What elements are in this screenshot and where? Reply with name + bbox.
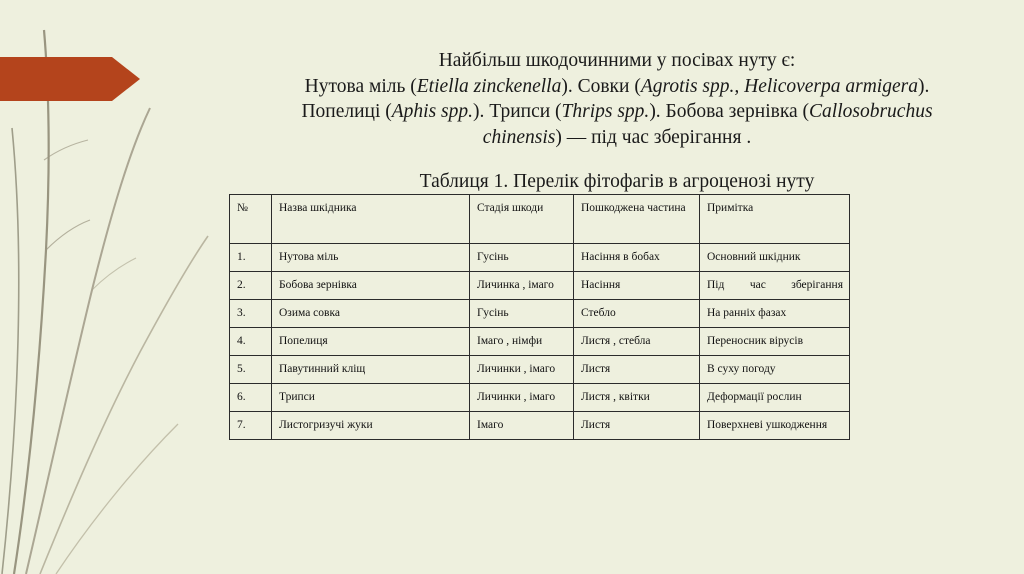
- cell-pest: Нутова міль: [272, 244, 470, 272]
- cell-note: Основний шкідник: [700, 244, 850, 272]
- cell-stage: Личинки , імаго: [470, 356, 574, 384]
- cell-note: Під час зберігання: [700, 272, 850, 300]
- cell-damaged-part: Насіння: [574, 272, 700, 300]
- intro-line-2: Нутова міль (Etiella zinckenella). Совки (Agrotis spp., Helicoverpa armigera).: [304, 75, 930, 97]
- column-header-note: Примітка: [700, 195, 850, 244]
- cell-damaged-part: Листя: [574, 356, 700, 384]
- cell-number: 6.: [230, 384, 272, 412]
- column-header-number: №: [230, 195, 272, 244]
- cell-note: Деформації рослин: [700, 384, 850, 412]
- table-row: [230, 244, 850, 272]
- table-header-row: [230, 195, 850, 244]
- cell-note: Переносник вірусів: [700, 328, 850, 356]
- column-header-pest: Назва шкідника: [272, 195, 470, 244]
- cell-number: 3.: [230, 300, 272, 328]
- cell-stage: Імаго , німфи: [470, 328, 574, 356]
- cell-number: 5.: [230, 356, 272, 384]
- intro-line-1: Найбільш шкодочинними у посівах нуту є:: [438, 50, 796, 71]
- cell-stage: Гусінь: [470, 300, 574, 328]
- table-row: [230, 356, 850, 384]
- intro-line-4: chinensis) — під час зберігання .: [482, 126, 752, 148]
- cell-note: В суху погоду: [700, 356, 850, 384]
- cell-pest: Павутинний кліщ: [272, 356, 470, 384]
- table-row: [230, 412, 850, 440]
- cell-damaged-part: Насіння в бобах: [574, 244, 700, 272]
- cell-pest: Попелиця: [272, 328, 470, 356]
- cell-pest: Трипси: [272, 384, 470, 412]
- table-caption: Таблиця 1. Перелік фітофагів в агроценозі нуту: [419, 171, 815, 192]
- cell-damaged-part: Листя: [574, 412, 700, 440]
- cell-number: 1.: [230, 244, 272, 272]
- table-row: [230, 272, 850, 300]
- table-row: [230, 384, 850, 412]
- column-header-stage: Стадія шкоди: [470, 195, 574, 244]
- cell-damaged-part: Стебло: [574, 300, 700, 328]
- column-header-damaged-part: Пошкоджена частина: [574, 195, 700, 244]
- cell-stage: Личинка , імаго: [470, 272, 574, 300]
- cell-stage: Гусінь: [470, 244, 574, 272]
- table-row: [230, 328, 850, 356]
- intro-paragraph: [222, 48, 1012, 150]
- cell-note: Поверхневі ушкодження: [700, 412, 850, 440]
- cell-pest: Озима совка: [272, 300, 470, 328]
- cell-damaged-part: Листя , квітки: [574, 384, 700, 412]
- cell-number: 4.: [230, 328, 272, 356]
- cell-stage: Личинки , імаго: [470, 384, 574, 412]
- cell-pest: Листогризучі жуки: [272, 412, 470, 440]
- cell-number: 2.: [230, 272, 272, 300]
- phytophages-table: [229, 194, 850, 440]
- cell-pest: Бобова зернівка: [272, 272, 470, 300]
- cell-stage: Імаго: [470, 412, 574, 440]
- cell-number: 7.: [230, 412, 272, 440]
- cell-damaged-part: Листя , стебла: [574, 328, 700, 356]
- table-body: [230, 195, 850, 440]
- table-row: [230, 300, 850, 328]
- cell-note: На ранніх фазах: [700, 300, 850, 328]
- intro-line-3: Попелиці (Aphis spp.). Трипси (Thrips spp.). Бобова зернівка (Callosobruchus: [301, 101, 933, 122]
